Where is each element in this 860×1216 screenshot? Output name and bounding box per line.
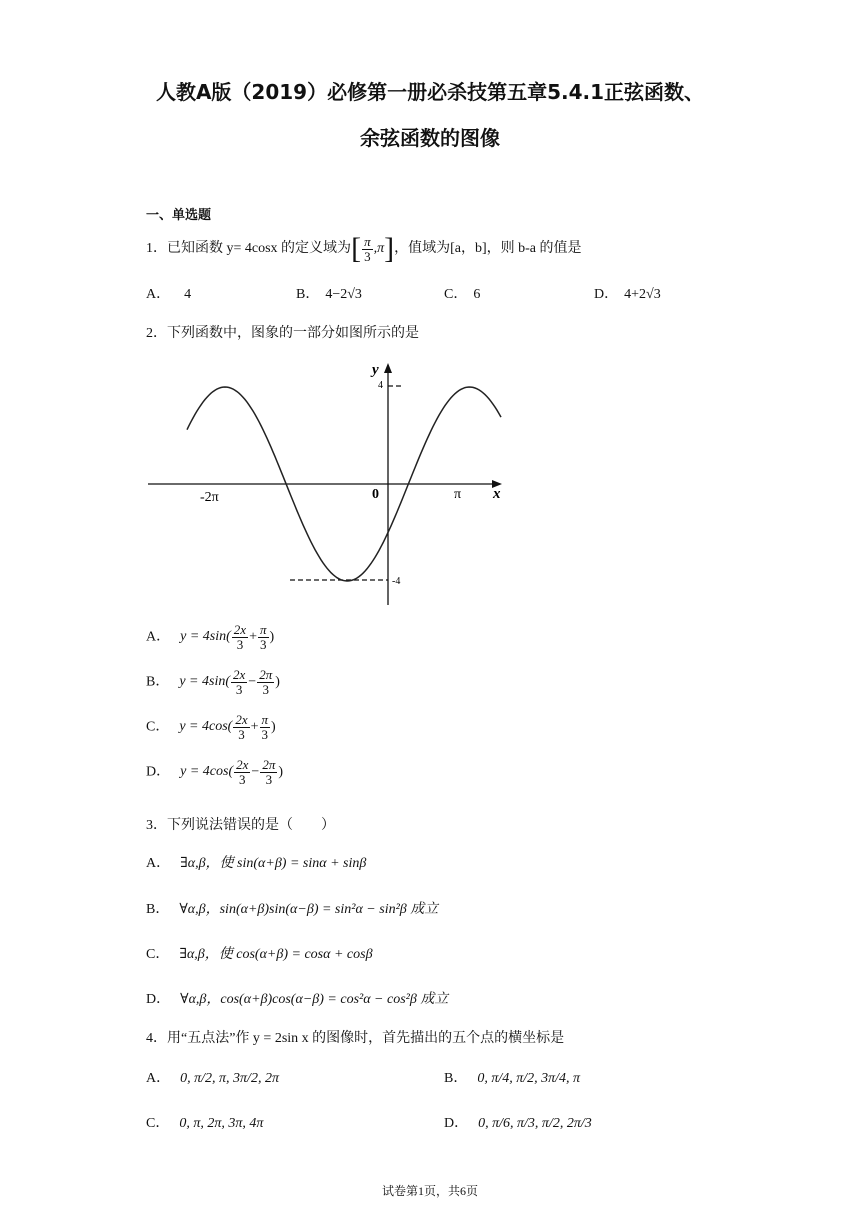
q1-option-b: B． 4−2√3 [296, 287, 362, 302]
q3-option-b: B． ∀α,β，sin(α+β)sin(α−β) = sin²α − sin²β 成立 [146, 902, 439, 917]
y-axis-arrow [384, 363, 392, 373]
origin-label: 0 [372, 487, 379, 502]
q4-option-c: C． 0, π, 2π, 3π, 4π [146, 1116, 264, 1131]
q2-option-a: A． y = 4sin( $\frac{2x}{3}$ + $\frac{\pi}{3}$ ) [146, 622, 275, 652]
question-3: 3．下列说法错误的是（ ） [146, 818, 335, 833]
fraction-numerator: π [364, 233, 371, 249]
q1-option-c: C． 6 [444, 287, 481, 302]
domain-upper: ,π [373, 241, 385, 257]
section-heading: 一、单选题 [146, 208, 212, 223]
page-title-line1: 人教A版（2019）必修第一册必杀技第五章5.4.1正弦函数、 [155, 80, 705, 104]
q2-option-b: B． y = 4sin( $\frac{2x}{3}$ − $\frac{2\pi}{3}$ ) [146, 667, 280, 697]
page-footer: 试卷第1页，共6页 [381, 1184, 478, 1198]
domain-fraction [362, 235, 373, 263]
question-1-text-post: ，值域为[a，b]，则 b-a 的值是 [394, 241, 582, 257]
fraction-denominator: 3 [364, 248, 371, 264]
left-bracket: [ [351, 232, 362, 265]
question-number: 1． [146, 241, 167, 257]
right-bracket: ] [384, 232, 395, 265]
q2-option-c: C． y = 4cos( $\frac{2x}{3}$ + $\frac{\pi}{3}$ ) [146, 712, 276, 742]
question-1 [146, 232, 582, 266]
ymax-label: 4 [378, 380, 383, 391]
q3-option-a: A． ∃α,β，使 sin(α+β) = sinα + sinβ [146, 856, 367, 871]
question-1-text-pre: 已知函数 y= 4cosx 的定义域为 [167, 241, 352, 257]
q3-option-c: C． ∃α,β，使 cos(α+β) = cosα + cosβ [146, 947, 373, 962]
sine-graph-figure [140, 355, 520, 610]
pi-label: π [454, 487, 462, 502]
neg-2pi-label: -2π [200, 490, 219, 505]
page-title-line2: 余弦函数的图像 [360, 126, 500, 150]
q4-option-a: A． 0, π/2, π, 3π/2, 2π [146, 1071, 279, 1086]
q4-option-b: B． 0, π/4, π/2, 3π/4, π [444, 1071, 581, 1086]
q2-option-d: D． y = 4cos( $\frac{2x}{3}$ − $\frac{2\pi}{3}$ ) [146, 757, 283, 787]
x-axis-label: x [493, 486, 501, 502]
q1-option-a: A． 4 [146, 287, 192, 302]
q4-option-d: D． 0, π/6, π/3, π/2, 2π/3 [444, 1116, 592, 1131]
question-2: 2．下列函数中，图象的一部分如图所示的是 [146, 326, 419, 341]
ymin-label: -4 [392, 576, 401, 587]
q1-option-d: D． 4+2√3 [594, 287, 661, 302]
q3-option-d: D． ∀α,β，cos(α+β)cos(α−β) = cos²α − cos²β 成立 [146, 992, 449, 1007]
y-axis-label: y [372, 362, 379, 378]
question-4: 4．用“五点法”作 y = 2sin x 的图像时，首先描出的五个点的横坐标是 [146, 1031, 565, 1046]
